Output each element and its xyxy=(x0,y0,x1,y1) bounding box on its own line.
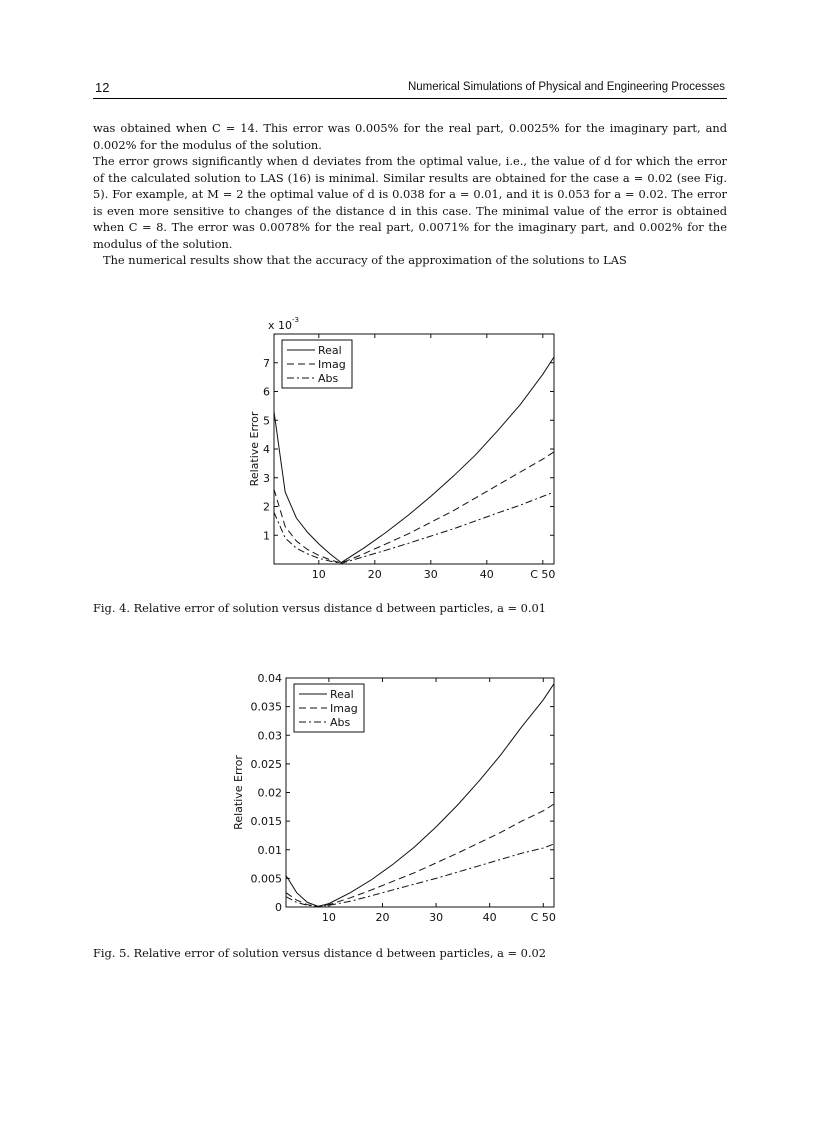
figure-4 xyxy=(222,308,562,588)
x-tick-label: 30 xyxy=(429,911,444,924)
legend-label-abs: Abs xyxy=(330,716,351,729)
legend-label-imag: Imag xyxy=(318,358,346,371)
figure-4-chart xyxy=(222,308,562,588)
y-tick-label: 0.04 xyxy=(257,672,282,685)
y-axis-label: Relative Error xyxy=(248,411,261,487)
x-tick-label: 40 xyxy=(482,911,497,924)
legend-label-abs: Abs xyxy=(318,372,339,385)
y-tick-label: 6 xyxy=(263,385,270,399)
y-axis-label: Relative Error xyxy=(232,755,245,830)
paragraph-3: The numerical results show that the accuracy of the approximation of the solutions to LAS xyxy=(103,253,627,267)
x-tick-label: 10 xyxy=(321,911,336,924)
y-tick-label: 2 xyxy=(263,500,270,514)
legend-label-real: Real xyxy=(318,344,342,357)
x-tick-label: 30 xyxy=(423,568,438,581)
y-tick-label: 0.015 xyxy=(250,815,282,829)
y-tick-label: 0.005 xyxy=(250,872,282,886)
x-tick-label: 10 xyxy=(311,568,326,581)
y-tick-label: 1 xyxy=(263,529,270,543)
y-multiplier-exponent: -3 xyxy=(292,316,299,324)
y-tick-label: 0.03 xyxy=(257,729,282,743)
y-tick-label: 0.025 xyxy=(250,757,282,771)
y-tick-label: 0.01 xyxy=(257,843,282,857)
y-tick-label: 0.02 xyxy=(257,786,282,800)
x-tick-label: C 50 xyxy=(530,911,556,924)
x-tick-label: 20 xyxy=(375,911,390,924)
y-tick-label: 0.035 xyxy=(250,700,282,714)
x-tick-label: 20 xyxy=(367,568,382,581)
x-tick-label: 40 xyxy=(479,568,494,581)
figure-5 xyxy=(222,670,562,925)
legend-label-real: Real xyxy=(330,688,354,701)
paragraph-2: The error grows significantly when d deviates from the optimal value, i.e., the value of d for which the error of the calculated solution to LAS (16) is minimal. Similar results are obtained for the case a = 0.02 (see Fig. 5). For example, at M = 2 the optimal value of d is 0.038 for a = 0.01, and it is 0.053 for a = 0.02. The error is even more sensitive to changes of the distance d in this case. The minimal value of the error is obtained when C = 8. The error was 0.0078% for the real part, 0.0071% for the imaginary part, and 0.002% for the modulus of the solution. xyxy=(93,154,727,251)
page-number: 12 xyxy=(95,80,110,95)
y-tick-label: 7 xyxy=(263,356,270,370)
running-head xyxy=(93,80,727,99)
paragraph-1: was obtained when C = 14. This error was 0.005% for the real part, 0.0025% for the imaginary part, and 0.002% for the modulus of the solution. xyxy=(93,121,727,152)
figure-5-chart xyxy=(222,670,562,925)
y-multiplier-label: x 10 xyxy=(268,319,293,332)
y-tick-label: 3 xyxy=(263,471,270,485)
x-tick-label: C 50 xyxy=(530,568,556,581)
y-tick-label: 5 xyxy=(263,414,270,428)
figure-5-caption: Fig. 5. Relative error of solution versus distance d between particles, a = 0.02 xyxy=(93,946,547,960)
y-tick-label: 4 xyxy=(263,443,270,456)
journal-title: Numerical Simulations of Physical and Engineering Processes xyxy=(407,81,725,93)
series-abs-line xyxy=(274,492,554,563)
y-tick-label: 0 xyxy=(275,901,282,914)
figure-4-caption: Fig. 4. Relative error of solution versus distance d between particles, a = 0.01 xyxy=(93,601,547,615)
body-text xyxy=(93,120,727,269)
series-abs-line xyxy=(286,844,554,906)
legend-label-imag: Imag xyxy=(330,702,358,715)
